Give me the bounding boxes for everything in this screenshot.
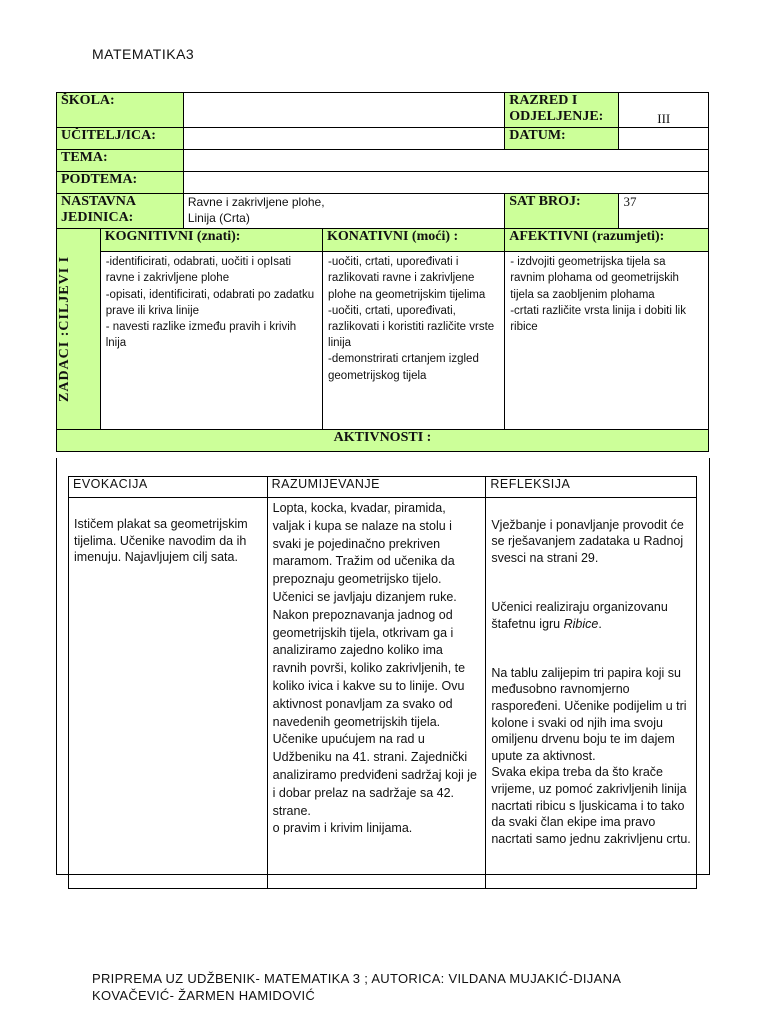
evokacija-text: Ističem plakat sa geometrijskim tijelima. Učenike navodim da ih imenuju. Najavljujem cilj sata. [69, 498, 268, 889]
aktivnosti-label: AKTIVNOSTI : [57, 430, 709, 452]
sat-value[interactable]: 37 [619, 194, 709, 229]
podtema-value[interactable] [183, 172, 708, 194]
kognitivni-header: KOGNITIVNI (znati): [100, 229, 322, 252]
konativni-text: -uočiti, crtati, upoređivati i razlikovati ravne i zakrivljene plohe na geometrijskim tijelima -uočiti, crtati, upoređivati, razlikovati i koristiti različite vrste linija -demonstrirati crtanjem izgled geometrijskog tijela [323, 252, 505, 430]
razred-value[interactable]: III [619, 93, 709, 128]
refleksija-p1: Vježbanje i ponavljanje provodit će se rješavanjem zadataka u Radnoj svesci na strani 29. [491, 517, 684, 565]
refleksija-p2-em: Ribice [563, 616, 599, 631]
afektivni-text: - izdvojiti geometrijska tijela sa ravnim plohama od geometrijskih tijela sa zaobljenim plohama -crtati različite vrsta linija i dobiti lik ribice [505, 252, 709, 430]
goals-side-label-cell [57, 229, 101, 430]
kognitivni-text: -identificirati, odabrati, uočiti i opIsati ravne i zakrivljene plohe -opisati, identificirati, odabrati po zadatku prave ili kriva linije - navesti razlike između pravih i krivih lnija [100, 252, 322, 430]
afektivni-header: AFEKTIVNI (razumjeti): [505, 229, 709, 252]
refleksija-p2 [491, 599, 691, 632]
podtema-label: PODTEMA: [57, 172, 184, 194]
refleksija-p2-pre: Učenici realiziraju organizovanu štafetnu igru [491, 599, 668, 631]
refleksija-p2-post: . [598, 616, 602, 631]
razumijevanje-header: RAZUMIJEVANJE [267, 477, 486, 498]
refleksija-cell [486, 498, 697, 889]
refleksija-p3: Na tablu zalijepim tri papira koji su međusobno ravnomjerno raspoređeni. Učenike podijelim u tri kolone i svaki od njih ima svoju omiljenu drvenu boju te im dajem upute za aktivnost. Svaka ekipa treba da što krače vrijeme, uz pomoć zakrivljenih linija nacrtati ribicu s ljuskicama i to tako da svaki član ekipe ima pravo nacrtati samo jednu zakrivljenu crtu. [491, 665, 691, 846]
tema-label: TEMA: [57, 150, 184, 172]
evokacija-header: EVOKACIJA [69, 477, 268, 498]
konativni-header: KONATIVNI (moći) : [323, 229, 505, 252]
activities-table [68, 476, 697, 889]
sat-label: SAT BROJ: [505, 194, 619, 229]
tema-value[interactable] [183, 150, 708, 172]
refleksija-header: REFLEKSIJA [486, 477, 697, 498]
datum-value[interactable] [619, 128, 709, 150]
skola-value[interactable] [183, 93, 504, 128]
skola-label: ŠKOLA: [57, 93, 184, 128]
ucitelj-value[interactable] [183, 128, 504, 150]
razred-label: RAZRED I ODJELJENJE: [505, 93, 619, 128]
jedinica-value[interactable]: Ravne i zakrivljene plohe, Linija (Crta) [183, 194, 504, 229]
goals-side-label: ZADACI :CILJEVI I [57, 255, 72, 403]
lesson-info-table [56, 92, 709, 452]
razumijevanje-text: Lopta, kocka, kvadar, piramida, valjak i kupa se nalaze na stolu i svaki je pojedinačno prekriven maramom. Tražim od učenika da prepoznaju geometrijsko tijelo. Učenici se javljaju dizanjem ruke. Nakon prepoznavanja jadnog od geometrijskih tijela, otkrivam ga i analiziramo zajedno koliko ima ravnih površi, koliko zakrivljenih, te koliko ivica i kakve su to linije. Ovu aktivnost ponavljam za svako od navedenih geometrijskih tijela. Učenike upućujem na rad u Udžbeniku na 41. strani. Zajednički analiziramo predviđeni sadržaj koji je i dobar prelaz na sadržaje sa 42. strane. o pravim i krivim linijama. [267, 498, 486, 889]
jedinica-label: NASTAVNA JEDINICA: [57, 194, 184, 229]
page-header-title: MATEMATIKA3 [92, 46, 195, 62]
footer-text: PRIPREMA UZ UDŽBENIK- MATEMATIKA 3 ; AUTORICA: VILDANA MUJAKIĆ-DIJANA KOVAČEVIĆ- ŽARMEN HAMIDOVIĆ [92, 971, 621, 1003]
datum-label: DATUM: [505, 128, 619, 150]
ucitelj-label: UČITELJ/ICA: [57, 128, 184, 150]
